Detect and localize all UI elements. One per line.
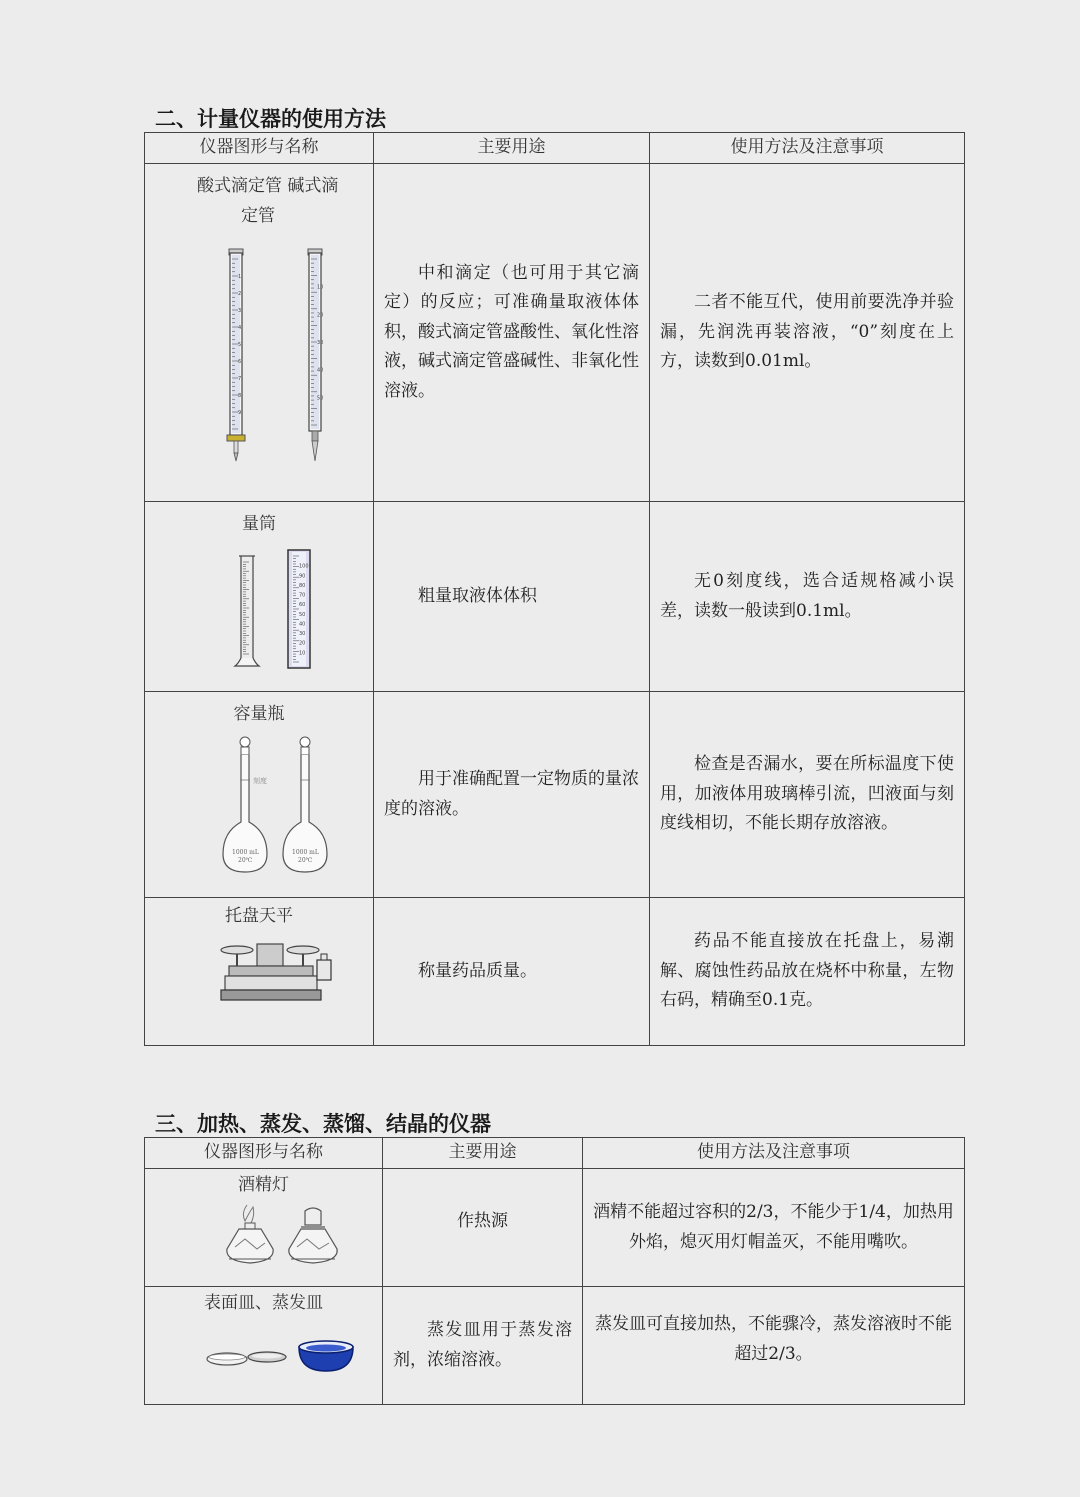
burette-tick-label: 9 — [238, 410, 242, 416]
use-text: 粗量取液体体积 — [418, 585, 537, 606]
watch-glass-icon — [248, 1352, 286, 1362]
burette-tick-label: 3 — [238, 308, 242, 314]
notes-text: 检查是否漏水，要在所标温度下使用，加液体用玻璃棒引流，凹液面与刻度线相切，不能长期存放溶液。 — [660, 754, 954, 834]
heating-instruments-table — [144, 1137, 965, 1405]
notes-cell — [650, 898, 965, 1046]
section-title-measuring: 二、计量仪器的使用方法 — [155, 107, 386, 131]
header-use: 主要用途 — [383, 1138, 583, 1169]
flask-2-volume: 1000 mL — [292, 848, 319, 856]
burette-tick-label: 20 — [317, 312, 324, 319]
cylinder-tick-label: 40 — [299, 620, 306, 627]
use-cell — [374, 898, 650, 1046]
burette-tick-label: 50 — [317, 395, 324, 402]
use-text: 蒸发皿用于蒸发溶剂，浓缩溶液。 — [393, 1320, 572, 1370]
burette-tick-label: 2 — [238, 291, 242, 297]
volumetric-flask-icon — [223, 737, 267, 872]
instrument-cell — [145, 502, 374, 692]
flask-2-temp: 20℃ — [298, 856, 313, 864]
volumetric-flasks-image — [145, 732, 372, 882]
notes-cell — [583, 1169, 965, 1287]
notes-text: 药品不能直接放在托盘上，易潮解、腐蚀性药品放在烧杯中称量，左物右码，精确至0.1克。 — [660, 931, 954, 1011]
balance-image — [145, 936, 372, 1016]
evaporating-dish-icon — [299, 1341, 353, 1371]
table-row — [145, 692, 965, 898]
instrument-name: 容量瓶 — [233, 704, 285, 724]
use-cell — [374, 692, 650, 898]
watch-glass-icon — [207, 1353, 247, 1365]
base-burette-icon — [308, 249, 323, 461]
measuring-instruments-table — [144, 132, 965, 1046]
instrument-name-cont: 定管 — [241, 205, 275, 226]
small-cylinder-icon — [235, 556, 259, 666]
use-text: 中和滴定（也可用于其它滴定）的反应；可准确量取液体体积，酸式滴定管盛酸性、氧化性溶液，碱式滴定管盛碱性、非氧化性溶液。 — [384, 262, 639, 401]
cylinders-image — [145, 546, 372, 676]
use-text: 作热源 — [457, 1210, 508, 1231]
alcohol-lamp-lit-icon — [227, 1205, 273, 1263]
use-cell — [374, 502, 650, 692]
instrument-name: 酸式滴定管 碱式滴 — [197, 176, 339, 196]
instrument-cell — [145, 898, 374, 1046]
cylinder-tick-label: 90 — [299, 572, 306, 579]
header-use: 主要用途 — [374, 133, 650, 164]
table-row — [145, 1287, 965, 1405]
burettes-image — [145, 239, 372, 479]
notes-text: 无0刻度线，选合适规格减小误差，读数一般读到0.1ml。 — [660, 571, 954, 621]
table-row — [145, 502, 965, 692]
cylinder-tick-label: 30 — [299, 630, 306, 637]
burette-tick-label: 8 — [238, 393, 242, 399]
table-row — [145, 1169, 965, 1287]
cylinder-tick-label: 20 — [299, 640, 306, 647]
cylinder-tick-label: 70 — [299, 592, 306, 599]
dishes-image — [145, 1323, 381, 1383]
large-cylinder-icon — [288, 550, 310, 668]
burette-tick-label: 6 — [238, 359, 242, 365]
instrument-cell — [145, 164, 374, 502]
cylinder-tick-label: 80 — [299, 582, 306, 589]
instrument-name: 量筒 — [242, 514, 276, 534]
burette-tick-label: 7 — [238, 376, 242, 382]
burette-tick-label: 4 — [238, 325, 242, 331]
use-cell — [383, 1287, 583, 1405]
header-instrument: 仪器图形与名称 — [145, 133, 374, 164]
burette-tick-label: 1 — [238, 274, 242, 280]
table-header-row — [145, 133, 965, 164]
use-cell — [374, 164, 650, 502]
instrument-name: 托盘天平 — [225, 906, 293, 926]
notes-text: 酒精不能超过容积的2/3，不能少于1/4，加热用外焰，熄灭用灯帽盖灭，不能用嘴吹。 — [593, 1202, 954, 1252]
notes-cell — [650, 692, 965, 898]
burette-tick-label: 40 — [317, 367, 324, 374]
table-row — [145, 164, 965, 502]
instrument-cell — [145, 692, 374, 898]
flask-1-temp: 20℃ — [238, 856, 253, 864]
use-text: 用于准确配置一定物质的量浓度的溶液。 — [384, 769, 639, 819]
use-cell — [383, 1169, 583, 1287]
cylinder-tick-label: 10 — [299, 649, 306, 656]
alcohol-lamps-image — [145, 1203, 381, 1269]
acid-burette-icon — [227, 249, 245, 461]
flask-1-volume: 1000 mL — [232, 848, 259, 856]
cylinder-tick-label: 100 — [299, 563, 309, 570]
notes-cell — [583, 1287, 965, 1405]
flask-mark-label: 刻度 — [253, 776, 267, 785]
header-instrument: 仪器图形与名称 — [145, 1138, 383, 1169]
cylinder-tick-label: 60 — [299, 601, 306, 608]
burette-tick-label: 30 — [317, 340, 324, 346]
burette-tick-label: 5 — [238, 342, 242, 348]
instrument-name: 酒精灯 — [238, 1175, 289, 1195]
volumetric-flask-icon — [283, 737, 327, 872]
instrument-cell — [145, 1287, 383, 1405]
instrument-cell — [145, 1169, 383, 1287]
table-row — [145, 898, 965, 1046]
header-notes: 使用方法及注意事项 — [650, 133, 965, 164]
use-text: 称量药品质量。 — [418, 960, 537, 981]
section-title-heating: 三、加热、蒸发、蒸馏、结晶的仪器 — [155, 1112, 491, 1136]
notes-cell — [650, 164, 965, 502]
cylinder-tick-label: 50 — [299, 611, 306, 618]
table-header-row — [145, 1138, 965, 1169]
notes-text: 二者不能互代，使用前要洗净并验漏，先润洗再装溶液，“0”刻度在上方，读数到0.01ml。 — [660, 292, 954, 372]
notes-cell — [650, 502, 965, 692]
notes-text: 蒸发皿可直接加热，不能骤冷，蒸发溶液时不能超过2/3。 — [595, 1314, 952, 1364]
instrument-name: 表面皿、蒸发皿 — [204, 1293, 323, 1313]
alcohol-lamp-capped-icon — [289, 1208, 337, 1263]
header-notes: 使用方法及注意事项 — [583, 1138, 965, 1169]
balance-icon — [221, 944, 331, 1000]
burette-tick-label: 10 — [317, 284, 324, 291]
